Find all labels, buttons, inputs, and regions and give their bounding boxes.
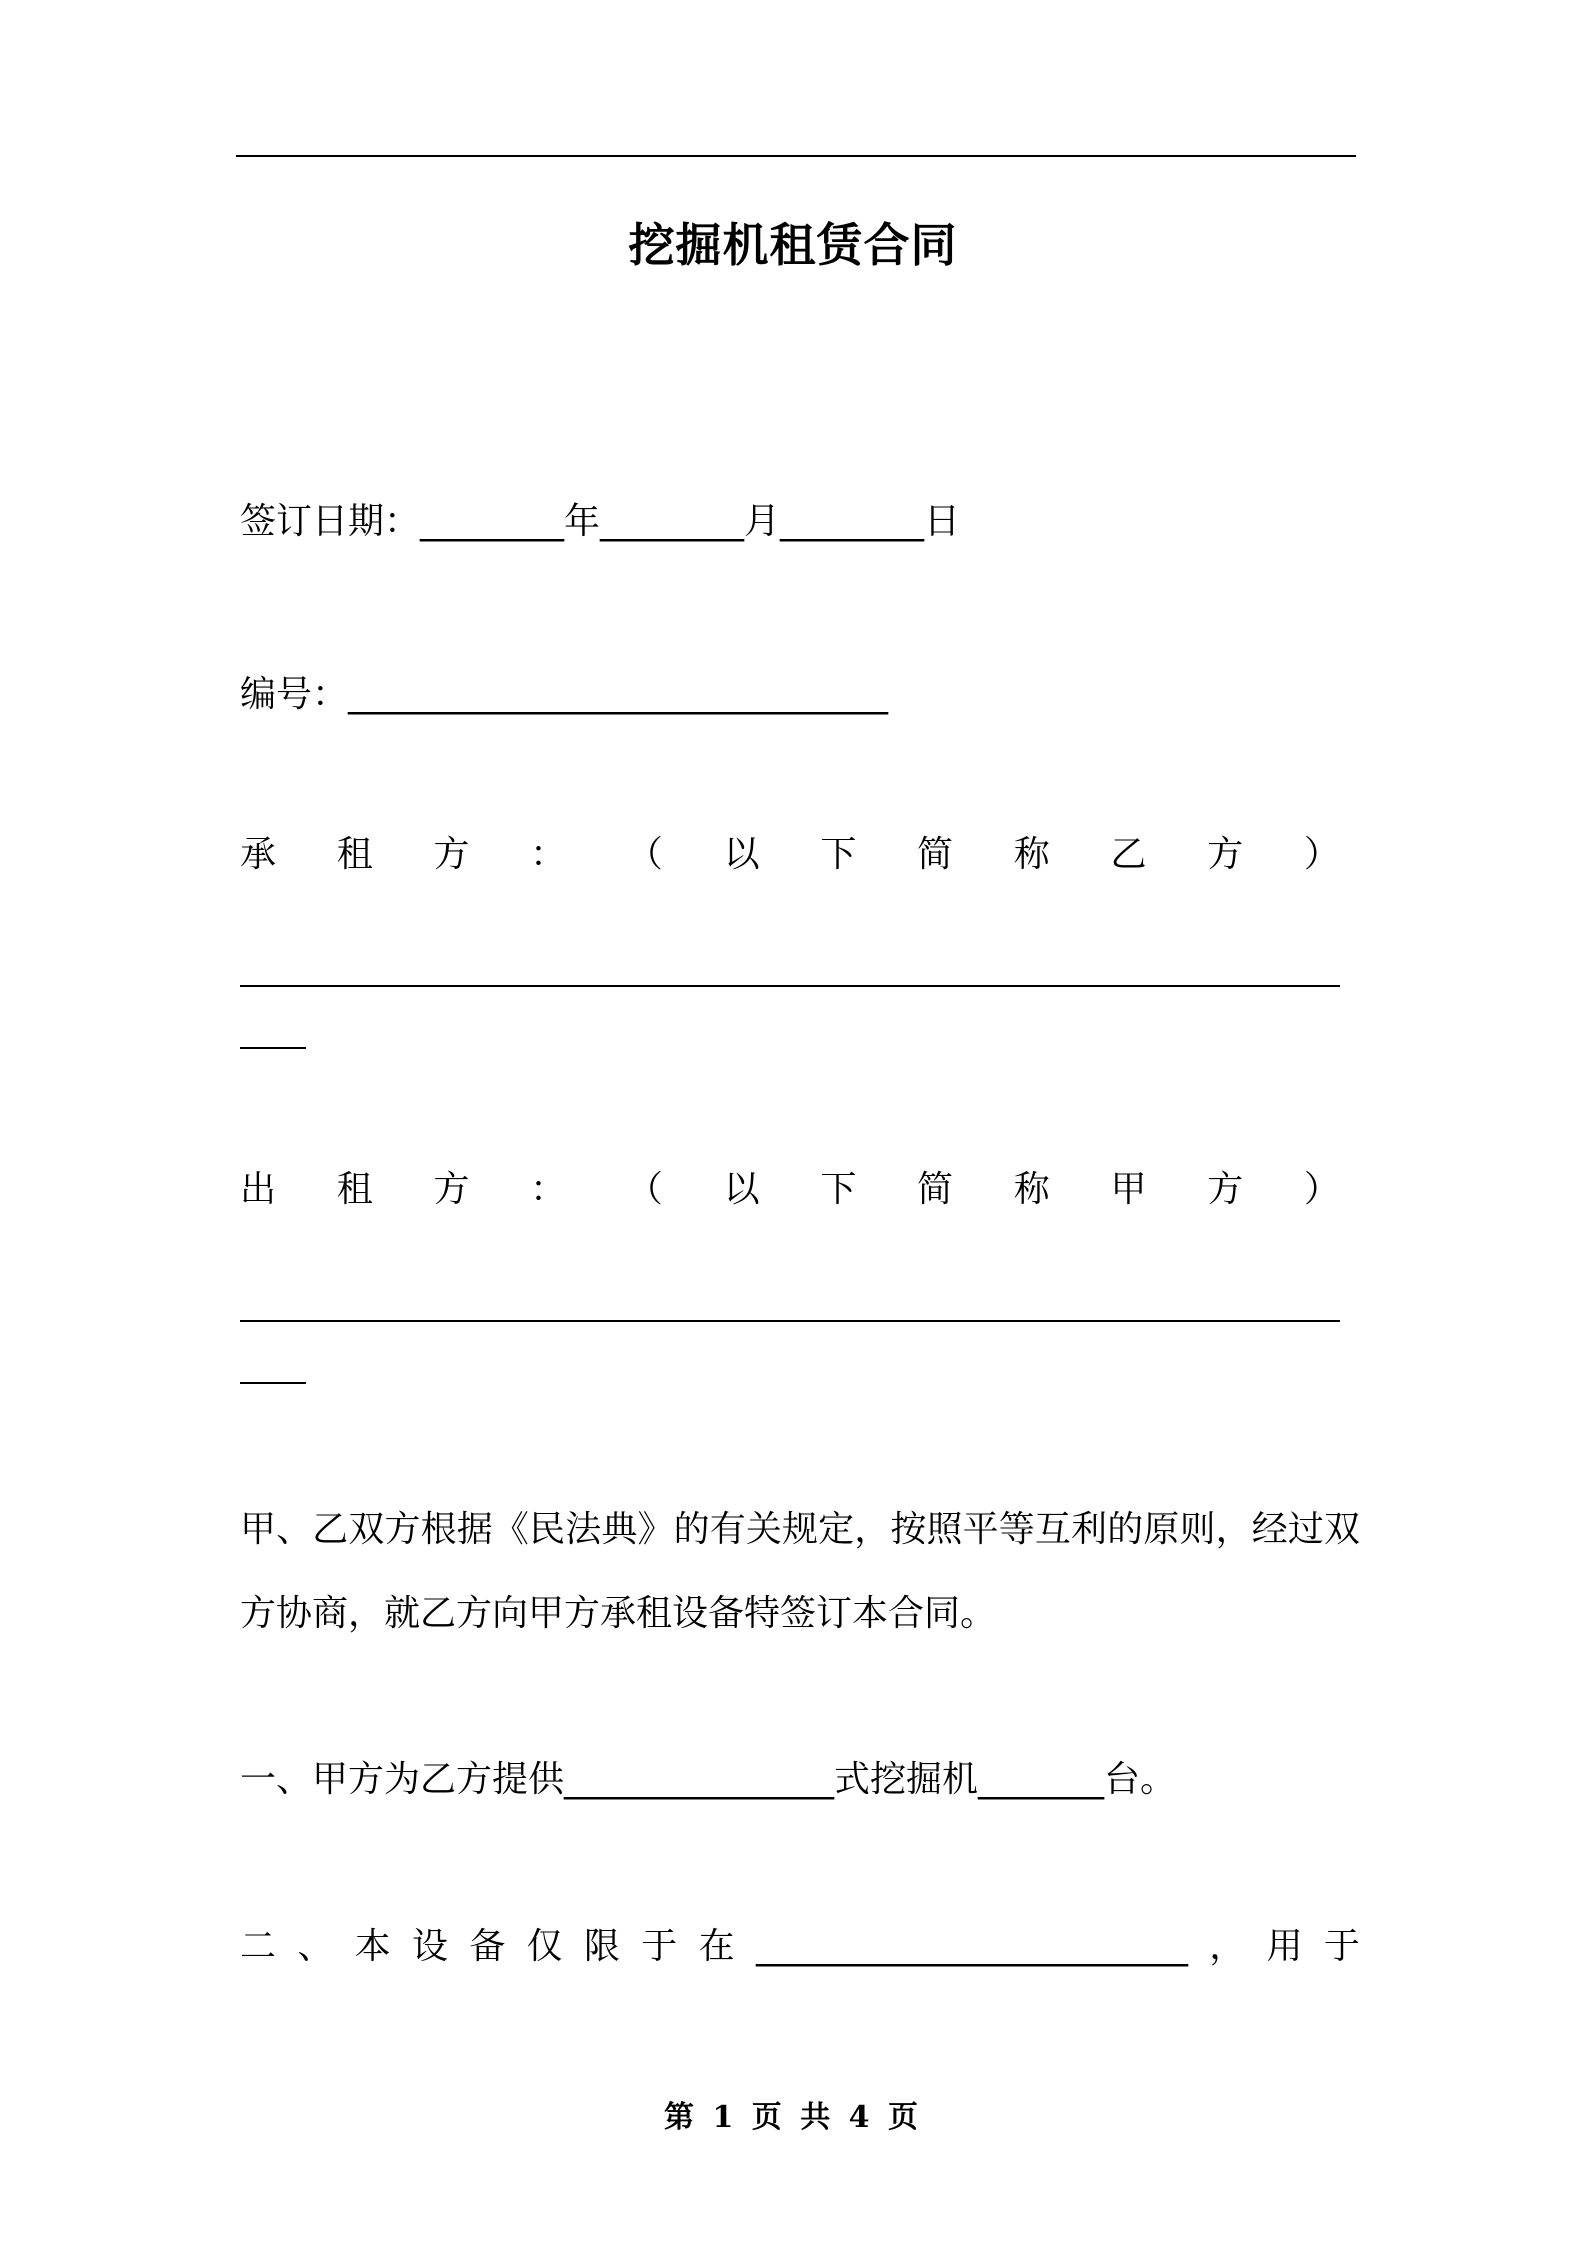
lessee-char: 方 bbox=[1207, 834, 1244, 875]
lessee-char: ： bbox=[530, 834, 567, 875]
lessee-char: 乙 bbox=[1110, 834, 1147, 875]
lessee-label bbox=[240, 830, 1340, 880]
clause-2-char: 用 bbox=[1266, 1926, 1303, 1967]
lessor-char: 下 bbox=[820, 1169, 857, 1210]
clause-2-char: 仅 bbox=[526, 1926, 563, 1967]
document-title: 挖掘机租赁合同 bbox=[628, 218, 958, 272]
clause-2-char: 于 bbox=[641, 1926, 678, 1967]
lessor-label bbox=[240, 1165, 1340, 1215]
lessor-char: ： bbox=[530, 1169, 567, 1210]
clause-2-char: 于 bbox=[1323, 1926, 1360, 1967]
lessee-char: 承 bbox=[240, 834, 277, 875]
lessee-char: 以 bbox=[723, 834, 760, 875]
lessor-char: 称 bbox=[1013, 1169, 1050, 1210]
lessor-char: 方 bbox=[1207, 1169, 1244, 1210]
clause-2-char: 在 bbox=[698, 1926, 735, 1967]
lessor-char: 租 bbox=[336, 1169, 373, 1210]
clause-2 bbox=[240, 1922, 1360, 1972]
sign-date-line: 签订日期：________年________月________日 bbox=[240, 501, 961, 542]
clause-2-char: 设 bbox=[411, 1926, 448, 1967]
lessor-char: 出 bbox=[240, 1169, 277, 1210]
lessor-char: 甲 bbox=[1110, 1169, 1147, 1210]
lessor-blank-line bbox=[240, 1320, 1340, 1322]
contract-number-line: 编号：______________________________ bbox=[240, 674, 889, 715]
lessor-char: 简 bbox=[917, 1169, 954, 1210]
clause-2-char: 备 bbox=[469, 1926, 506, 1967]
lessee-char: 租 bbox=[336, 834, 373, 875]
clause-2-char: ， bbox=[1209, 1926, 1246, 1967]
page-footer: 第 1 页 共 4 页 bbox=[664, 2100, 922, 2135]
clause-1: 一、甲方为乙方提供_______________式挖掘机_______台。 bbox=[240, 1759, 1177, 1800]
lessee-char: 简 bbox=[917, 834, 954, 875]
lessee-char: （ bbox=[626, 834, 663, 875]
header-rule bbox=[236, 155, 1356, 157]
lessor-char: （ bbox=[626, 1169, 663, 1210]
clause-2-char: 本 bbox=[354, 1926, 391, 1967]
clause-2-blank: ________________________ bbox=[755, 1926, 1188, 1967]
lessee-blank-line bbox=[240, 985, 1340, 987]
lessee-char: ） bbox=[1303, 834, 1340, 875]
clause-2-char: 限 bbox=[583, 1926, 620, 1967]
lessor-blank-continuation bbox=[240, 1382, 306, 1384]
lessee-char: 下 bbox=[820, 834, 857, 875]
lessor-char: 以 bbox=[723, 1169, 760, 1210]
lessor-char: ） bbox=[1303, 1169, 1340, 1210]
lessee-blank-continuation bbox=[240, 1047, 306, 1049]
clause-2-char: 二 bbox=[240, 1926, 277, 1967]
intro-paragraph: 甲、乙双方根据《民法典》的有关规定，按照平等互利的原则，经过双方协商，就乙方向甲方承租设备特签订本合同。 bbox=[240, 1509, 1360, 1634]
clause-2-char: 、 bbox=[297, 1926, 334, 1967]
lessee-char: 方 bbox=[433, 834, 470, 875]
lessor-char: 方 bbox=[433, 1169, 470, 1210]
lessee-char: 称 bbox=[1013, 834, 1050, 875]
